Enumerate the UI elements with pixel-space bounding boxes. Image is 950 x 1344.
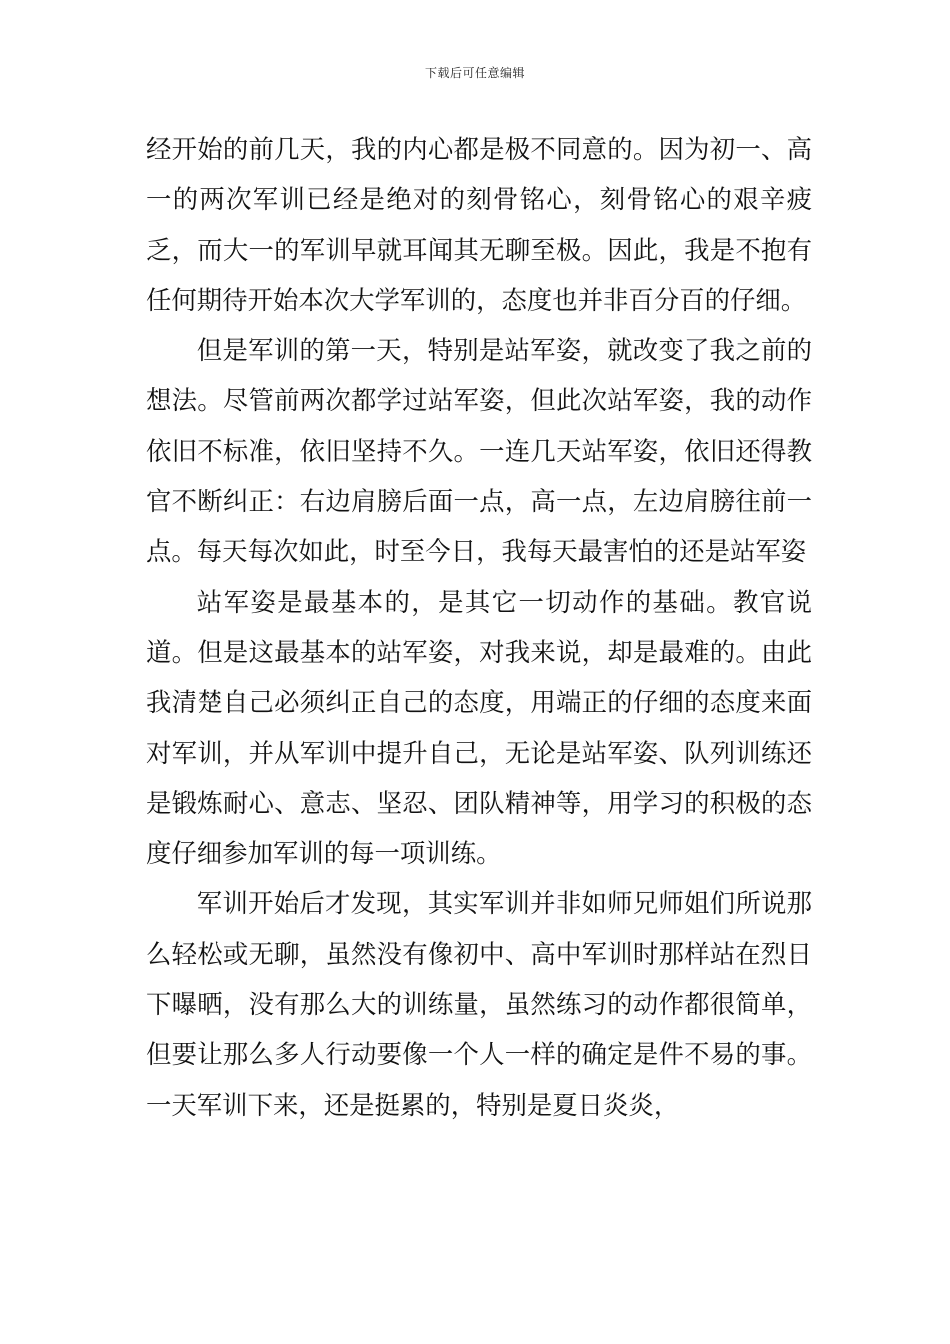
paragraph-4: 军训开始后才发现，其实军训并非如师兄师姐们所说那么轻松或无聊，虽然没有像初中、高中军训时那样站在烈日下曝晒，没有那么大的训练量，虽然练习的动作都很简单，但要让那么多人行动要像一个人一样的确定是件不易的事。一天军训下来，还是挺累的，特别是夏日炎炎， <box>146 888 812 1120</box>
page-header: 下载后可任意编辑 <box>424 66 525 80</box>
paragraph-1: 经开始的前几天，我的内心都是极不同意的。因为初一、高一的两次军训已经是绝对的刻骨铭心，刻骨铭心的艰辛疲乏，而大一的军训早就耳闻其无聊至极。因此，我是不抱有任何期待开始本次大学军训的，态度也并非百分百的仔细。 <box>146 134 812 315</box>
paragraph-3: 站军姿是最基本的，是其它一切动作的基础。教官说道。但是这最基本的站军姿，对我来说，却是最难的。由此我清楚自己必须纠正自己的态度，用端正的仔细的态度来面对军训，并从军训中提升自己，无论是站军姿、队列训练还是锻炼耐心、意志、坚忍、团队精神等，用学习的积极的态度仔细参加军训的每一项训练。 <box>146 586 812 869</box>
document-body <box>146 124 812 1130</box>
paragraph-2: 但是军训的第一天，特别是站军姿，就改变了我之前的想法。尽管前两次都学过站军姿，但此次站军姿，我的动作依旧不标准，依旧坚持不久。一连几天站军姿，依旧还得教官不断纠正：右边肩膀后面一点，高一点，左边肩膀往前一点。每天每次如此，时至今日，我每天最害怕的还是站军姿 <box>146 335 812 567</box>
